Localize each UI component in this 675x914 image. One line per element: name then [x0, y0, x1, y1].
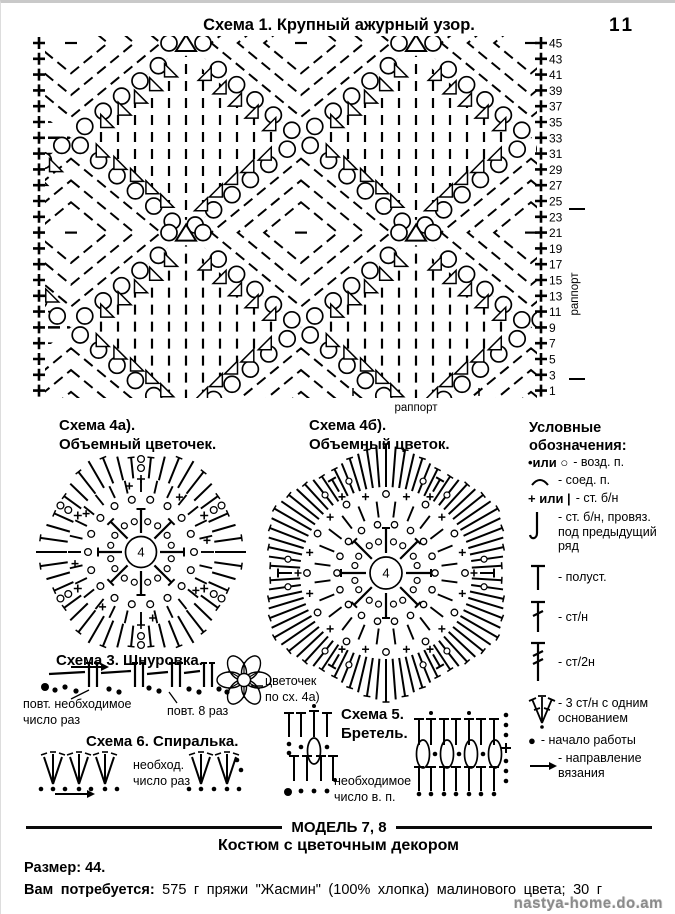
- svg-text:41: 41: [549, 68, 563, 83]
- svg-text:23: 23: [549, 210, 563, 225]
- double-crochet-icon: [528, 598, 558, 636]
- schema3-flower-label: цветочек по сх. 4а): [265, 674, 320, 704]
- svg-text:31: 31: [549, 147, 563, 162]
- half-double-crochet-icon: [528, 562, 558, 592]
- schema4a-title-line2: Объемный цветочек.: [59, 436, 217, 453]
- schema4a-title: [59, 416, 216, 454]
- schema4a-title-line1: Схема 4а).: [59, 417, 136, 434]
- legend-item-direction: - направление вязания: [528, 751, 675, 781]
- legend-list: [528, 455, 675, 784]
- schema6-title: Схема 6. Спиралька.: [86, 733, 239, 750]
- legend-title-line2: обозначения:: [529, 438, 627, 454]
- svg-text:17: 17: [549, 257, 563, 272]
- model-label: МОДЕЛЬ 7, 8: [291, 819, 387, 836]
- cluster-3dc-icon: [528, 693, 558, 729]
- divider-line-left: [26, 826, 282, 829]
- legend-item-start: ● - начало работы: [528, 733, 636, 748]
- schema3-repeat8-label: повт. 8 раз: [167, 704, 229, 718]
- size-line: Размер: 44.: [24, 860, 106, 876]
- chain-stitch-icon: •или ○: [528, 455, 569, 470]
- legend-item-chain: •или ○ - возд. п.: [528, 455, 625, 470]
- schema4b-title-line2: Объемный цветок.: [309, 436, 450, 453]
- svg-text:7: 7: [549, 336, 556, 351]
- svg-text:3: 3: [549, 368, 556, 383]
- svg-text:35: 35: [549, 115, 563, 130]
- sc-under-previous-row-icon: [528, 510, 558, 542]
- direction-arrow-icon: [528, 760, 558, 772]
- svg-text:раппорт: раппорт: [394, 402, 438, 414]
- legend-item-cluster: - 3 ст/н с одним основанием: [528, 693, 675, 729]
- schema5-label: необходимое число в. п.: [334, 774, 412, 804]
- svg-text:39: 39: [549, 83, 563, 98]
- legend-item-sc-under: - ст. б/н, провяз. под предыдущий ряд: [528, 510, 675, 554]
- svg-text:1: 1: [549, 384, 556, 399]
- schema5-title: Схема 5. Бретель.: [341, 706, 408, 742]
- schema3-title: Схема 3. Шнуровка.: [56, 652, 203, 669]
- svg-text:33: 33: [549, 131, 563, 146]
- schema6-label: необход. число раз: [133, 758, 191, 788]
- svg-text:9: 9: [549, 320, 556, 335]
- schema1-title: Схема 1. Крупный ажурный узор.: [203, 16, 475, 34]
- svg-text:4: 4: [382, 565, 390, 581]
- svg-text:21: 21: [549, 226, 563, 241]
- divider-line-right: [396, 826, 652, 829]
- svg-text:15: 15: [549, 273, 563, 288]
- treble-crochet-icon: [528, 639, 558, 685]
- svg-text:29: 29: [549, 162, 563, 177]
- single-crochet-icon: + или |: [528, 490, 571, 506]
- svg-text:19: 19: [549, 241, 563, 256]
- start-of-work-icon: ●: [528, 733, 536, 748]
- slip-stitch-icon: [528, 474, 558, 487]
- schema4b-title-line1: Схема 4б).: [309, 417, 387, 434]
- watermark: nastya-home.do.am: [513, 895, 663, 912]
- materials-text: 575 г пряжи "Жасмин" (100% хлопка) малинового цвета; 30 г: [154, 882, 603, 898]
- schema3-repeat-label: повт. необходимое число раз: [23, 697, 132, 727]
- legend-item-tr: - ст/2н: [528, 639, 675, 685]
- legend-item-sc: + или | - ст. б/н: [528, 490, 619, 506]
- svg-text:раппорт: раппорт: [569, 272, 581, 316]
- svg-text:5: 5: [549, 352, 556, 367]
- legend-title: [529, 419, 627, 455]
- svg-text:13: 13: [549, 289, 563, 304]
- svg-text:45: 45: [549, 36, 563, 51]
- svg-text:37: 37: [549, 99, 563, 114]
- svg-text:25: 25: [549, 194, 563, 209]
- svg-text:43: 43: [549, 52, 563, 67]
- materials-label: Вам потребуется:: [24, 882, 155, 898]
- schema4b-title: [309, 416, 450, 454]
- svg-text:27: 27: [549, 178, 563, 193]
- model-divider: [26, 819, 652, 836]
- svg-text:11: 11: [549, 305, 562, 320]
- legend-item-slip: - соед. п.: [528, 473, 675, 488]
- page-number: 11: [609, 15, 636, 36]
- svg-text:4: 4: [137, 544, 145, 560]
- legend-item-dc: - ст/н: [528, 598, 675, 636]
- model-subtitle: Костюм с цветочным декором: [218, 837, 459, 854]
- legend-title-line1: Условные: [529, 420, 602, 436]
- legend-item-hdc: - полуст.: [528, 562, 675, 592]
